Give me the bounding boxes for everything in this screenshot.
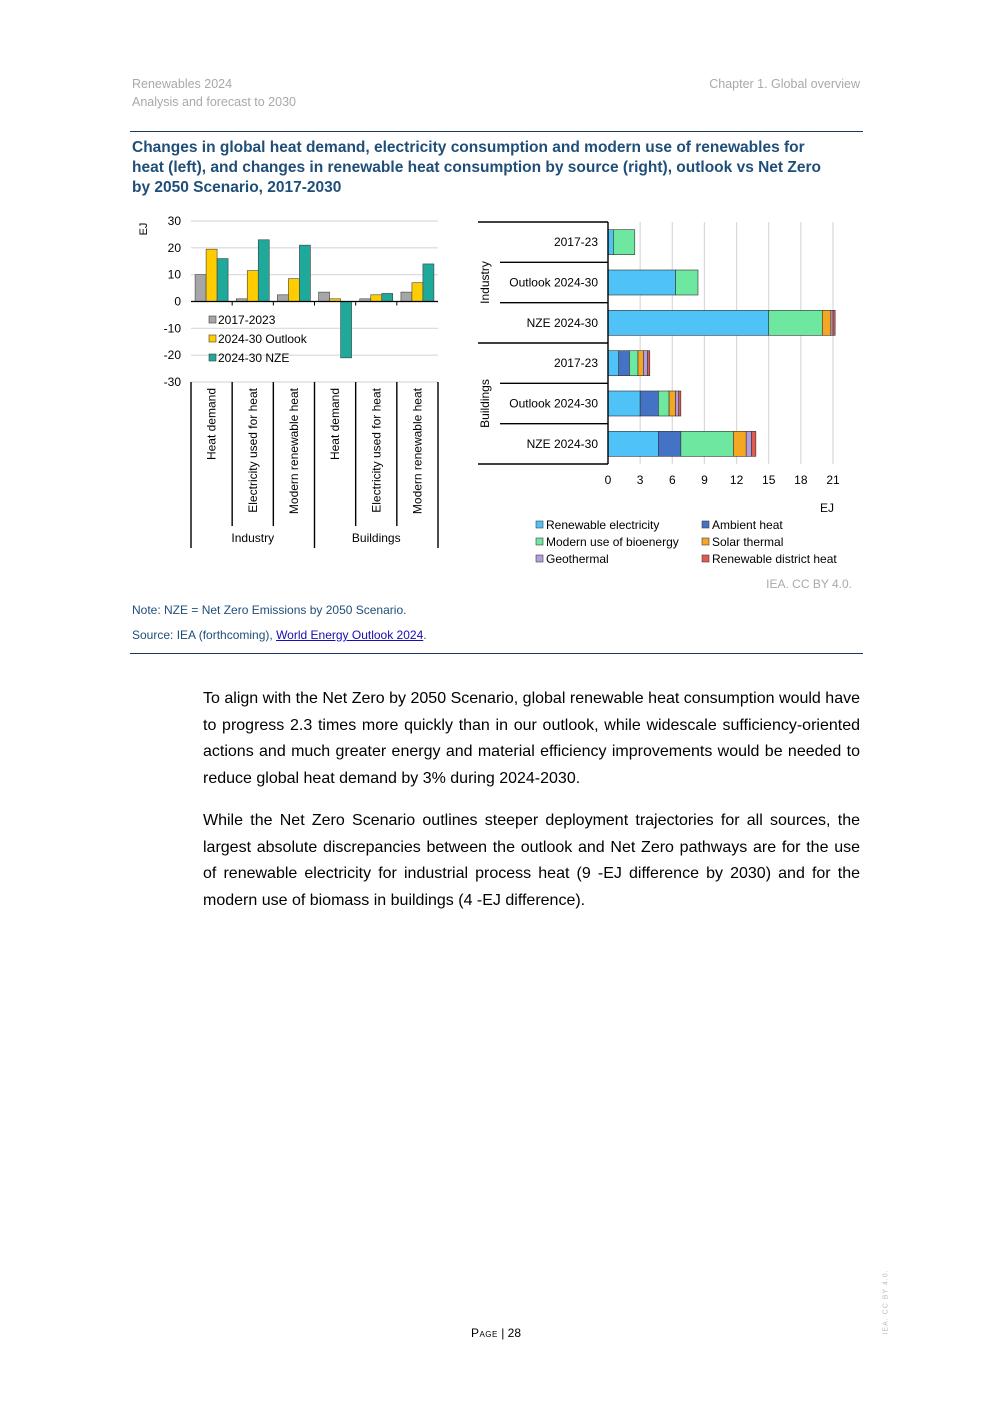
bar [401, 292, 412, 301]
bar [206, 249, 217, 301]
legend-swatch [536, 538, 543, 545]
legend-label: 2017-2023 [218, 313, 276, 327]
x-tick-label: 9 [701, 473, 708, 487]
x-tick-label: 18 [794, 473, 808, 487]
bar-segment [681, 431, 734, 456]
bar [258, 240, 269, 302]
page-number: Page | 28 [470, 1326, 522, 1340]
bar-segment [658, 391, 669, 416]
y-tick-label: 10 [167, 267, 181, 282]
figure-bottom-rule [130, 653, 863, 654]
legend-swatch [209, 316, 216, 323]
category-label: Modern renewable heat [410, 388, 425, 515]
bar-segment [676, 270, 699, 295]
y-tick-label: 30 [167, 214, 181, 228]
x-tick-label: 0 [604, 473, 612, 487]
legend-label: Renewable district heat [712, 552, 837, 566]
figure-note: Note: NZE = Net Zero Emissions by 2050 Scenario. [132, 603, 407, 617]
legend-label: Ambient heat [712, 518, 783, 532]
category-label: Heat demand [204, 388, 219, 461]
legend-label: Renewable electricity [546, 518, 660, 532]
category-label: Heat demand [328, 388, 343, 461]
bar [341, 302, 352, 358]
legend-label: Geothermal [546, 552, 609, 566]
paragraph-2: While the Net Zero Scenario outlines steeper deployment trajectories for all sources, the largest absolute discrepancies between the outlook and Net Zero pathways are for the use of renewable electricity for industrial process heat (9 -EJ difference by 2030) and for the modern use of biomass in buildings (4 -EJ difference). [203, 812, 860, 909]
bar-segment [833, 310, 835, 335]
bar-segment [822, 310, 831, 335]
source-prefix: Source: IEA (forthcoming), [132, 628, 277, 642]
x-axis-label: EJ [819, 501, 834, 515]
group-label: Industry [231, 531, 275, 545]
bar [423, 264, 434, 302]
y-axis-label: EJ [138, 222, 150, 236]
bar-segment [608, 270, 676, 295]
group-label: Industry [478, 261, 492, 304]
bar-segment [629, 351, 638, 376]
legend-swatch [702, 555, 709, 562]
legend-label: 2024-30 Outlook [218, 332, 307, 346]
bar [195, 275, 206, 302]
x-tick-label: 15 [762, 473, 776, 487]
report-subtitle: Analysis and forecast to 2030 [132, 95, 296, 109]
y-tick-label: 20 [167, 240, 181, 255]
x-tick-label: 3 [636, 473, 644, 487]
bar [277, 295, 288, 302]
y-tick-label: -30 [163, 375, 181, 389]
bar-segment [658, 431, 681, 456]
paragraph-1: To align with the Net Zero by 2050 Scenario, global renewable heat consumption would have to progress 2.3 times more quickly than in our outlook, while widescale sufficiency-oriented actions and much greater energy and material efficiency improvements would be needed to reduce global heat demand by 3% during 2024-2030. [203, 690, 860, 787]
category-label: 2017-23 [553, 235, 598, 250]
page-number-value: 28 [507, 1326, 522, 1340]
figure-top-rule [130, 131, 863, 132]
legend-swatch [536, 521, 543, 528]
figure-title: Changes in global heat demand, electricity consumption and modern use of renewables for heat (left), and changes in renewable heat consumption by source (right), outlook vs Net Zero by 2050 Scenario, 2017-2030 [132, 139, 821, 196]
source-suffix: . [423, 628, 427, 642]
bar-segment [608, 431, 658, 456]
bar [319, 292, 330, 301]
y-tick-label: -10 [163, 321, 181, 336]
bar-segment [679, 391, 681, 416]
category-label: NZE 2024-30 [526, 436, 598, 451]
bar [217, 259, 228, 302]
category-label: NZE 2024-30 [526, 315, 598, 330]
bar-segment [676, 391, 679, 416]
bar-segment [752, 431, 756, 456]
category-label: Outlook 2024-30 [509, 275, 598, 290]
chapter-title: Chapter 1. Global overview [709, 77, 860, 91]
group-label: Buildings [351, 531, 401, 545]
bar-segment [640, 391, 658, 416]
x-tick-label: 21 [826, 473, 840, 487]
category-label: Outlook 2024-30 [509, 396, 598, 411]
right-stacked-bar-chart [472, 208, 862, 578]
legend-swatch [209, 335, 216, 342]
group-label: Buildings [478, 379, 492, 428]
y-tick-label: -20 [163, 348, 181, 363]
legend-label: Solar thermal [712, 535, 784, 549]
bar [299, 245, 310, 301]
bar-segment [733, 431, 746, 456]
bar [382, 293, 393, 301]
bar-segment [608, 391, 640, 416]
body-text [203, 686, 860, 930]
bar-segment [831, 310, 833, 335]
bar-segment [613, 230, 634, 255]
y-tick-label: 0 [174, 294, 181, 309]
bar-segment [619, 351, 630, 376]
report-title: Renewables 2024 [132, 77, 233, 91]
legend-swatch [536, 555, 543, 562]
bar [288, 279, 299, 302]
bar-segment [608, 351, 619, 376]
category-label: 2017-23 [553, 356, 598, 371]
bar-segment [648, 351, 650, 376]
figure-source [132, 628, 427, 642]
bar [412, 283, 423, 302]
x-tick-label: 12 [729, 473, 744, 487]
bar-segment [638, 351, 643, 376]
bar-segment [608, 230, 613, 255]
left-bar-chart [130, 208, 450, 553]
bar-segment [669, 391, 675, 416]
legend-swatch [209, 354, 216, 361]
category-label: Electricity used for heat [369, 388, 384, 513]
bar [247, 271, 258, 302]
legend-label: Modern use of bioenergy [546, 535, 679, 549]
legend-swatch [702, 538, 709, 545]
category-label: Electricity used for heat [245, 388, 260, 513]
bar-segment [608, 310, 769, 335]
source-link[interactable]: World Energy Outlook 2024 [276, 628, 424, 642]
bar-segment [643, 351, 647, 376]
legend-label: 2024-30 NZE [218, 351, 290, 365]
page-label: Page [470, 1326, 498, 1340]
bar-segment [746, 431, 751, 456]
side-license: IEA. CC BY 4.0. [882, 1269, 890, 1335]
figure-attribution: IEA. CC BY 4.0. [766, 577, 852, 591]
legend-swatch [702, 521, 709, 528]
bar [371, 295, 382, 302]
x-tick-label: 6 [668, 473, 676, 487]
category-label: Modern renewable heat [286, 388, 301, 515]
report-header-left [132, 75, 296, 111]
bar-segment [769, 310, 823, 335]
